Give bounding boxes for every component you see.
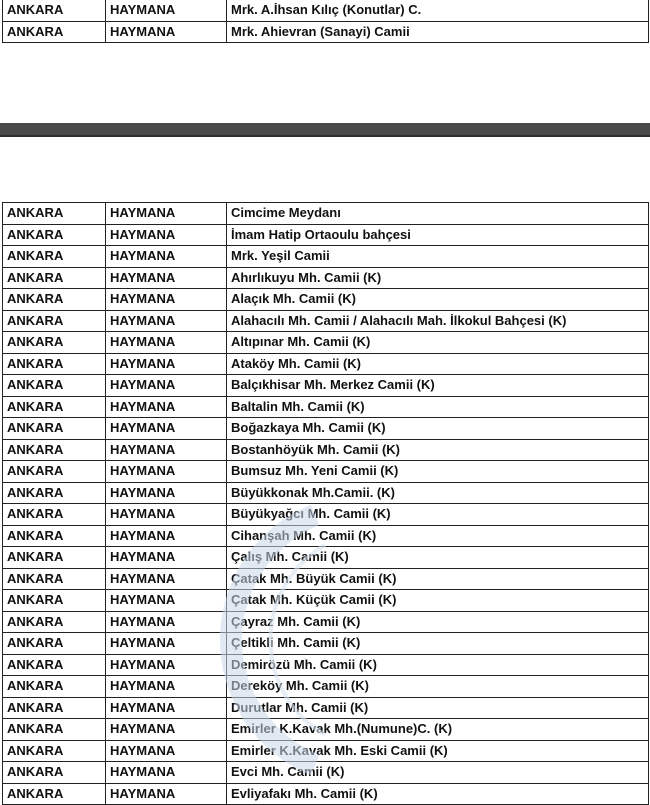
yer-cell: Durutlar Mh. Camii (K) [227, 697, 649, 719]
yer-cell: Emirler K.Kavak Mh.(Numune)C. (K) [227, 719, 649, 741]
il-cell: ANKARA [3, 224, 106, 246]
yer-cell: İmam Hatip Ortaoulu bahçesi [227, 224, 649, 246]
table-row [3, 740, 649, 762]
yer-cell: Büyükyağcı Mh. Camii (K) [227, 504, 649, 526]
yer-cell: Ataköy Mh. Camii (K) [227, 353, 649, 375]
table-row [3, 783, 649, 805]
il-cell: ANKARA [3, 504, 106, 526]
yer-cell: Balçıkhisar Mh. Merkez Camii (K) [227, 375, 649, 397]
ilce-cell: HAYMANA [106, 719, 227, 741]
ilce-cell: HAYMANA [106, 740, 227, 762]
il-cell: ANKARA [3, 740, 106, 762]
il-cell: ANKARA [3, 654, 106, 676]
table-row [3, 0, 649, 21]
il-cell: ANKARA [3, 547, 106, 569]
ilce-cell: HAYMANA [106, 267, 227, 289]
yer-cell: Cimcime Meydanı [227, 203, 649, 225]
table-row [3, 396, 649, 418]
ilce-cell: HAYMANA [106, 203, 227, 225]
yer-cell: Demirözü Mh. Camii (K) [227, 654, 649, 676]
il-cell: ANKARA [3, 203, 106, 225]
il-cell: ANKARA [3, 439, 106, 461]
table-row [3, 332, 649, 354]
yer-cell: Altıpınar Mh. Camii (K) [227, 332, 649, 354]
table-row [3, 633, 649, 655]
ilce-cell: HAYMANA [106, 482, 227, 504]
table-row [3, 654, 649, 676]
table-row [3, 289, 649, 311]
il-cell: ANKARA [3, 267, 106, 289]
ilce-cell: HAYMANA [106, 439, 227, 461]
table-row [3, 762, 649, 784]
table-row [3, 246, 649, 268]
yer-cell: Mrk. Yeşil Camii [227, 246, 649, 268]
table-row [3, 611, 649, 633]
table-row [3, 547, 649, 569]
ilce-cell: HAYMANA [106, 461, 227, 483]
table-row [3, 203, 649, 225]
yer-cell: Alahacılı Mh. Camii / Alahacılı Mah. İlkokul Bahçesi (K) [227, 310, 649, 332]
ilce-cell: HAYMANA [106, 375, 227, 397]
yer-cell: Evliyafakı Mh. Camii (K) [227, 783, 649, 805]
yer-cell: Büyükkonak Mh.Camii. (K) [227, 482, 649, 504]
table-row [3, 310, 649, 332]
il-cell: ANKARA [3, 289, 106, 311]
il-cell: ANKARA [3, 332, 106, 354]
ilce-cell: HAYMANA [106, 310, 227, 332]
yer-cell: Dereköy Mh. Camii (K) [227, 676, 649, 698]
table-row [3, 267, 649, 289]
ilce-cell: HAYMANA [106, 353, 227, 375]
il-cell: ANKARA [3, 246, 106, 268]
il-cell: ANKARA [3, 697, 106, 719]
il-cell: ANKARA [3, 21, 106, 43]
table-row [3, 504, 649, 526]
ilce-cell: HAYMANA [106, 504, 227, 526]
il-cell: ANKARA [3, 633, 106, 655]
il-cell: ANKARA [3, 525, 106, 547]
il-cell: ANKARA [3, 418, 106, 440]
yer-cell: Mrk. Ahievran (Sanayi) Camii [227, 21, 649, 43]
il-cell: ANKARA [3, 310, 106, 332]
il-cell: ANKARA [3, 461, 106, 483]
table-row [3, 439, 649, 461]
ilce-cell: HAYMANA [106, 418, 227, 440]
il-cell: ANKARA [3, 568, 106, 590]
yer-cell: Baltalin Mh. Camii (K) [227, 396, 649, 418]
yer-cell: Boğazkaya Mh. Camii (K) [227, 418, 649, 440]
page-divider [0, 123, 650, 137]
yer-cell: Evci Mh. Camii (K) [227, 762, 649, 784]
table-row [3, 375, 649, 397]
top-location-table [2, 0, 649, 43]
table-row [3, 353, 649, 375]
table-row [3, 697, 649, 719]
top-table-body [3, 0, 649, 43]
location-table [2, 202, 649, 805]
il-cell: ANKARA [3, 762, 106, 784]
ilce-cell: HAYMANA [106, 783, 227, 805]
yer-cell: Çeltikli Mh. Camii (K) [227, 633, 649, 655]
table-row [3, 719, 649, 741]
il-cell: ANKARA [3, 396, 106, 418]
il-cell: ANKARA [3, 353, 106, 375]
ilce-cell: HAYMANA [106, 611, 227, 633]
yer-cell: Mrk. A.İhsan Kılıç (Konutlar) C. [227, 0, 649, 21]
ilce-cell: HAYMANA [106, 525, 227, 547]
yer-cell: Cihanşah Mh. Camii (K) [227, 525, 649, 547]
ilce-cell: HAYMANA [106, 568, 227, 590]
ilce-cell: HAYMANA [106, 633, 227, 655]
table-row [3, 590, 649, 612]
ilce-cell: HAYMANA [106, 21, 227, 43]
ilce-cell: HAYMANA [106, 697, 227, 719]
table-row [3, 568, 649, 590]
yer-cell: Alaçık Mh. Camii (K) [227, 289, 649, 311]
ilce-cell: HAYMANA [106, 224, 227, 246]
ilce-cell: HAYMANA [106, 654, 227, 676]
ilce-cell: HAYMANA [106, 289, 227, 311]
table-row [3, 525, 649, 547]
table-row [3, 461, 649, 483]
yer-cell: Çatak Mh. Küçük Camii (K) [227, 590, 649, 612]
table-row [3, 482, 649, 504]
yer-cell: Bumsuz Mh. Yeni Camii (K) [227, 461, 649, 483]
table-row [3, 676, 649, 698]
location-table-body [3, 203, 649, 805]
il-cell: ANKARA [3, 611, 106, 633]
ilce-cell: HAYMANA [106, 762, 227, 784]
il-cell: ANKARA [3, 719, 106, 741]
ilce-cell: HAYMANA [106, 332, 227, 354]
ilce-cell: HAYMANA [106, 590, 227, 612]
yer-cell: Çatak Mh. Büyük Camii (K) [227, 568, 649, 590]
table-row [3, 224, 649, 246]
yer-cell: Çayraz Mh. Camii (K) [227, 611, 649, 633]
ilce-cell: HAYMANA [106, 396, 227, 418]
yer-cell: Ahırlıkuyu Mh. Camii (K) [227, 267, 649, 289]
ilce-cell: HAYMANA [106, 676, 227, 698]
il-cell: ANKARA [3, 482, 106, 504]
il-cell: ANKARA [3, 676, 106, 698]
il-cell: ANKARA [3, 783, 106, 805]
il-cell: ANKARA [3, 375, 106, 397]
ilce-cell: HAYMANA [106, 547, 227, 569]
yer-cell: Bostanhöyük Mh. Camii (K) [227, 439, 649, 461]
il-cell: ANKARA [3, 0, 106, 21]
yer-cell: Emirler K.Kavak Mh. Eski Camii (K) [227, 740, 649, 762]
yer-cell: Çalış Mh. Camii (K) [227, 547, 649, 569]
ilce-cell: HAYMANA [106, 0, 227, 21]
table-row [3, 418, 649, 440]
il-cell: ANKARA [3, 590, 106, 612]
ilce-cell: HAYMANA [106, 246, 227, 268]
table-row [3, 21, 649, 43]
